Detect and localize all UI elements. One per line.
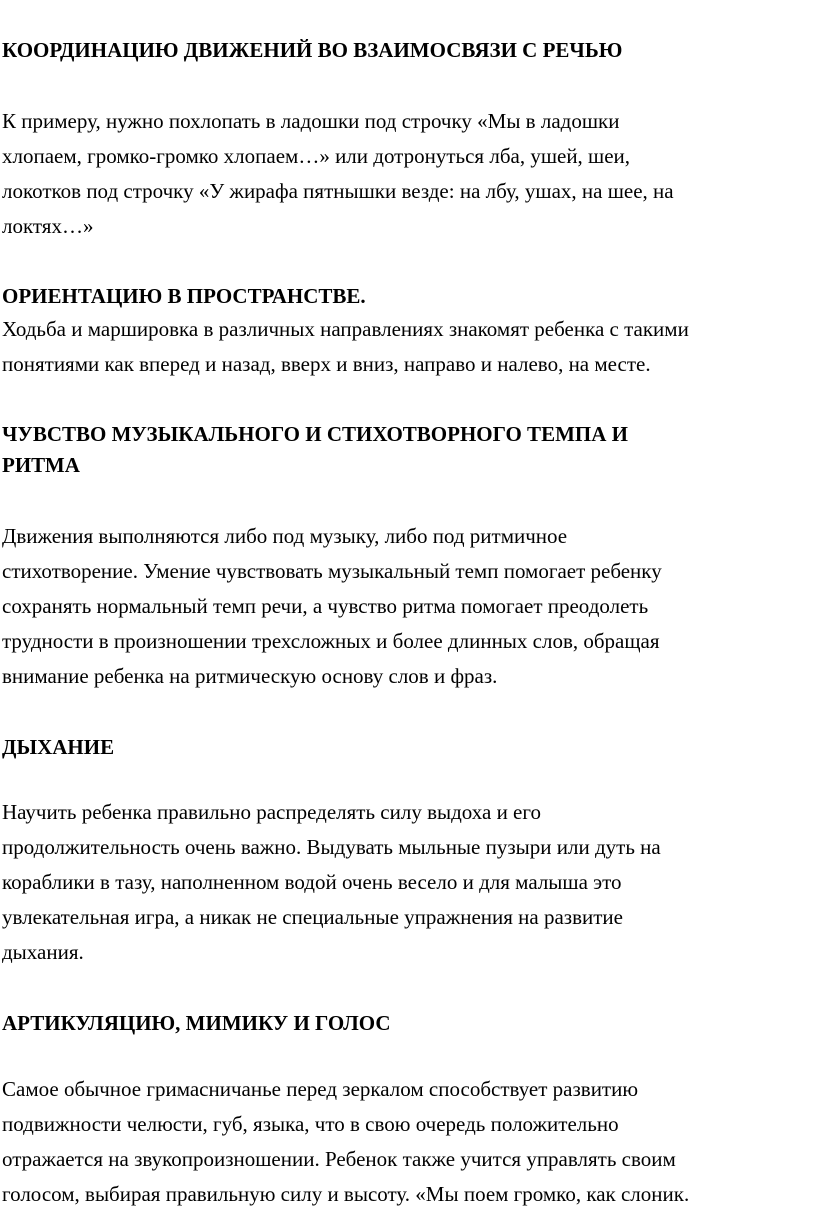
text-line: продолжительность очень важно. Выдувать мыльные пузыри или дуть на	[2, 835, 661, 859]
text-line: голосом, выбирая правильную силу и высоту. «Мы поем громко, как слоник.	[2, 1182, 690, 1206]
text-line: К примеру, нужно похлопать в ладошки под строчку «Мы в ладошки	[2, 109, 620, 133]
section-heading-orientation: ОРИЕНТАЦИЮ В ПРОСТРАНСТВЕ.	[2, 284, 366, 308]
heading-line: ЧУВСТВО МУЗЫКАЛЬНОГО И СТИХОТВОРНОГО ТЕМПА И	[2, 422, 628, 446]
paragraph-breathing	[2, 795, 810, 970]
text-line: Научить ребенка правильно распределять силу выдоха и его	[2, 800, 541, 824]
text-line: Ходьба и маршировка в различных направлениях знакомят ребенка с такими	[2, 317, 689, 341]
text-line: локтях…»	[2, 214, 94, 238]
section-heading-coordination: КООРДИНАЦИЮ ДВИЖЕНИЙ ВО ВЗАИМОСВЯЗИ С РЕЧЬЮ	[2, 38, 623, 62]
text-line: увлекательная игра, а никак не специальные упражнения на развитие	[2, 905, 623, 929]
section-heading-articulation: АРТИКУЛЯЦИЮ, МИМИКУ И ГОЛОС	[2, 1011, 391, 1035]
text-line: Движения выполняются либо под музыку, либо под ритмичное	[2, 524, 568, 548]
text-line: Самое обычное гримасничанье перед зеркалом способствует развитию	[2, 1077, 639, 1101]
text-line: подвижности челюсти, губ, языка, что в свою очередь положительно	[2, 1112, 619, 1136]
section-heading-breathing: ДЫХАНИЕ	[2, 735, 115, 759]
text-line: внимание ребенка на ритмическую основу слов и фраз.	[2, 664, 498, 688]
text-line: понятиями как вперед и назад, вверх и вниз, направо и налево, на месте.	[2, 352, 651, 376]
paragraph-orientation	[2, 312, 810, 382]
text-line: хлопаем, громко-громко хлопаем…» или дотронуться лба, ушей, шеи,	[2, 144, 631, 168]
text-line: кораблики в тазу, наполненном водой очень весело и для малыша это	[2, 870, 622, 894]
heading-line: РИТМА	[2, 453, 80, 477]
text-line: дыхания.	[2, 940, 84, 964]
text-line: сохранять нормальный темп речи, а чувство ритма помогает преодолеть	[2, 594, 649, 618]
text-line: стихотворение. Умение чувствовать музыкальный темп помогает ребенку	[2, 559, 662, 583]
paragraph-tempo-rhythm	[2, 519, 810, 694]
text-line: отражается на звукопроизношении. Ребенок также учится управлять своим	[2, 1147, 676, 1171]
paragraph-coordination	[2, 104, 810, 244]
section-heading-tempo-rhythm	[2, 419, 792, 481]
text-line: трудности в произношении трехсложных и более длинных слов, обращая	[2, 629, 660, 653]
text-line: локотков под строчку «У жирафа пятнышки везде: на лбу, ушах, на шее, на	[2, 179, 674, 203]
paragraph-articulation	[2, 1072, 810, 1212]
